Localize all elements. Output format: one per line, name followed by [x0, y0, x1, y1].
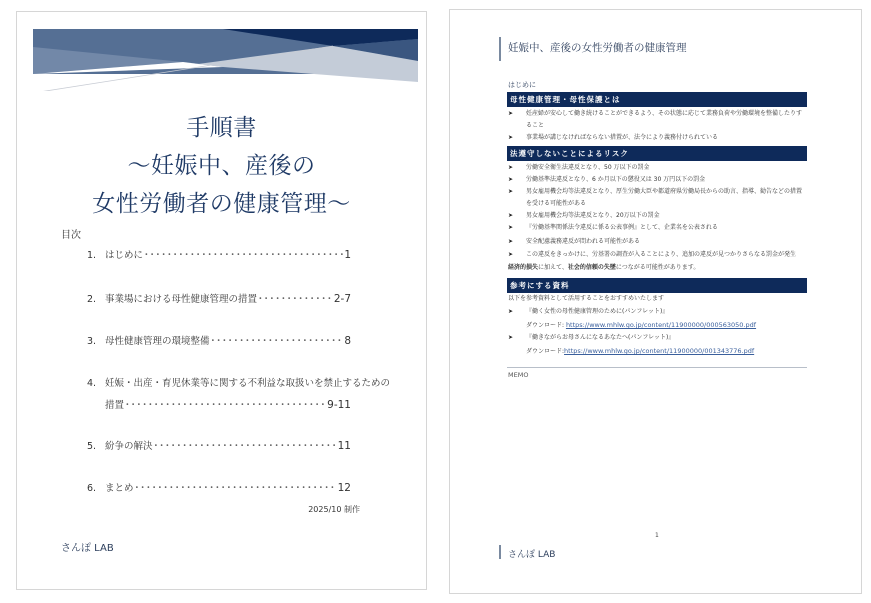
cover-brand: さんぽ LAB [61, 543, 114, 554]
section-heading-maternal-health: 母性健康管理・母性保護とは [507, 92, 807, 107]
page-header-title: 妊娠中、産後の女性労働者の健康管理 [508, 42, 687, 54]
toc-label: はじめに [105, 250, 144, 261]
content-page [449, 9, 862, 594]
toc-page: 8 [344, 335, 351, 347]
footer-brand: さんぽ LAB [508, 550, 556, 560]
toc-label: まとめ [105, 483, 134, 494]
bullet-item: ➤ 男女雇用機会均等法違反となり、20万以下の罰金 [508, 210, 806, 222]
toc-item-summary[interactable] [87, 480, 351, 494]
arrow-bullet-icon: ➤ [508, 334, 514, 341]
made-date: 2025/10 制作 [308, 505, 360, 514]
toc-number: 4. [87, 378, 97, 389]
reference-item: ➤ 『働く女性の母性健康管理のために(パンフレット)』 [508, 306, 806, 318]
cover-banner-graphic [33, 29, 418, 91]
toc-leader-dots [135, 480, 337, 494]
toc-item-workplace-measures[interactable] [87, 291, 351, 305]
toc-label: 妊娠・出産・育児休業等に関する不利益な取扱いを禁止するための [105, 378, 391, 389]
toc-label: 紛争の解決 [105, 441, 153, 452]
toc-item-prohibition-measures[interactable] [87, 375, 391, 389]
toc-leader-dots [144, 247, 343, 261]
arrow-bullet-icon: ➤ [508, 212, 514, 219]
bullet-item: ➤ 妊産婦が安心して働き続けることができるよう、その状態に応じて業務負荷や労働環境を整備したりすること [508, 108, 806, 132]
toc-item-introduction[interactable] [87, 247, 351, 261]
toc-label: 母性健康管理の環境整備 [105, 336, 210, 347]
toc-leader-dots [211, 333, 344, 347]
bullet-item: ➤ 事業場が講じなければならない措置が、法令により義務付けられている [508, 132, 806, 144]
arrow-bullet-icon: ➤ [508, 164, 514, 171]
arrow-bullet-icon: ➤ [508, 308, 514, 315]
download-link[interactable]: https://www.mhlw.go.jp/content/11900000/000563050.pdf [565, 321, 757, 329]
cover-title-line: 手順書 [186, 115, 257, 141]
footer-accent-bar [499, 545, 501, 559]
toc-label: 措置 [105, 400, 125, 411]
bullet-item: ➤ 男女雇用機会均等法違反となり、厚生労働大臣や都道府県労働局長からの助言、指導、勧告などの措置を受ける可能性がある [508, 186, 806, 210]
toc-number: 1. [87, 250, 97, 261]
toc-leader-dots [258, 291, 333, 305]
cover-title-line: 女性労働者の健康管理～ [92, 191, 351, 217]
cover-title-line: ～妊娠中、産後の [127, 153, 316, 179]
risk-closing-statement: 経済的損失に加えて、社会的信頼の失墜につながる可能性があります。 [508, 264, 700, 271]
arrow-bullet-icon: ➤ [508, 224, 514, 231]
arrow-bullet-icon: ➤ [508, 251, 514, 258]
bullet-item: ➤ 『労働基準関係法令違反に係る公表事例』として、企業名を公表される [508, 222, 806, 234]
toc-leader-dots [125, 397, 326, 411]
arrow-bullet-icon: ➤ [508, 176, 514, 183]
toc-number: 2. [87, 294, 97, 305]
reference-item: ➤ 『働きながらお母さんになるあなたへ(パンフレット)』 [508, 332, 806, 344]
toc-number: 3. [87, 336, 97, 347]
bullet-item: ➤ この違反をきっかけに、労基署の調査が入ることにより、追加の違反が見つかりさらなる罰金が発生 [508, 249, 806, 261]
toc-page: 9-11 [327, 399, 351, 411]
bullet-item: ➤ 労働安全衛生法違反となり、50 万以下の罰金 [508, 162, 806, 174]
toc-heading: 目次 [61, 230, 81, 241]
memo-label: MEMO [508, 371, 529, 379]
toc-item-environment[interactable] [87, 333, 351, 347]
page-number: 1 [655, 532, 659, 539]
bullet-item: ➤ 安全配慮義務違反が問われる可能性がある [508, 236, 806, 248]
toc-page: 12 [337, 482, 351, 494]
arrow-bullet-icon: ➤ [508, 110, 514, 117]
toc-number: 5. [87, 441, 97, 452]
intro-label: はじめに [508, 81, 536, 89]
memo-divider [507, 367, 807, 368]
download-line: ダウンロード:https://www.mhlw.go.jp/content/11900000/001343776.pdf [526, 347, 755, 355]
toc-item-dispute-resolution[interactable] [87, 438, 351, 452]
cover-title [17, 109, 426, 223]
toc-item-prohibition-measures-cont[interactable] [105, 397, 351, 411]
arrow-bullet-icon: ➤ [508, 134, 514, 141]
toc-page: 11 [337, 440, 351, 452]
toc-leader-dots [154, 438, 337, 452]
section-heading-risks: 法遵守しないことによるリスク [507, 146, 807, 161]
toc-page: 1 [344, 249, 351, 261]
toc-page: 2-7 [333, 293, 351, 305]
toc-number: 6. [87, 483, 97, 494]
toc-label: 事業場における母性健康管理の措置 [105, 294, 258, 305]
section-heading-references: 参考にする資料 [507, 278, 807, 293]
references-lead: 以下を参考資料として活用することをおすすめいたします [508, 295, 665, 302]
header-accent-bar [499, 37, 501, 61]
download-line: ダウンロード: https://www.mhlw.go.jp/content/11900000/000563050.pdf [526, 321, 757, 329]
arrow-bullet-icon: ➤ [508, 238, 514, 245]
bullet-item: ➤ 労働基準法違反となり、6 か月以下の懲役又は 30 万円以下の罰金 [508, 174, 806, 186]
arrow-bullet-icon: ➤ [508, 188, 514, 195]
cover-page [16, 11, 427, 590]
download-link[interactable]: https://www.mhlw.go.jp/content/11900000/001343776.pdf [564, 347, 755, 355]
